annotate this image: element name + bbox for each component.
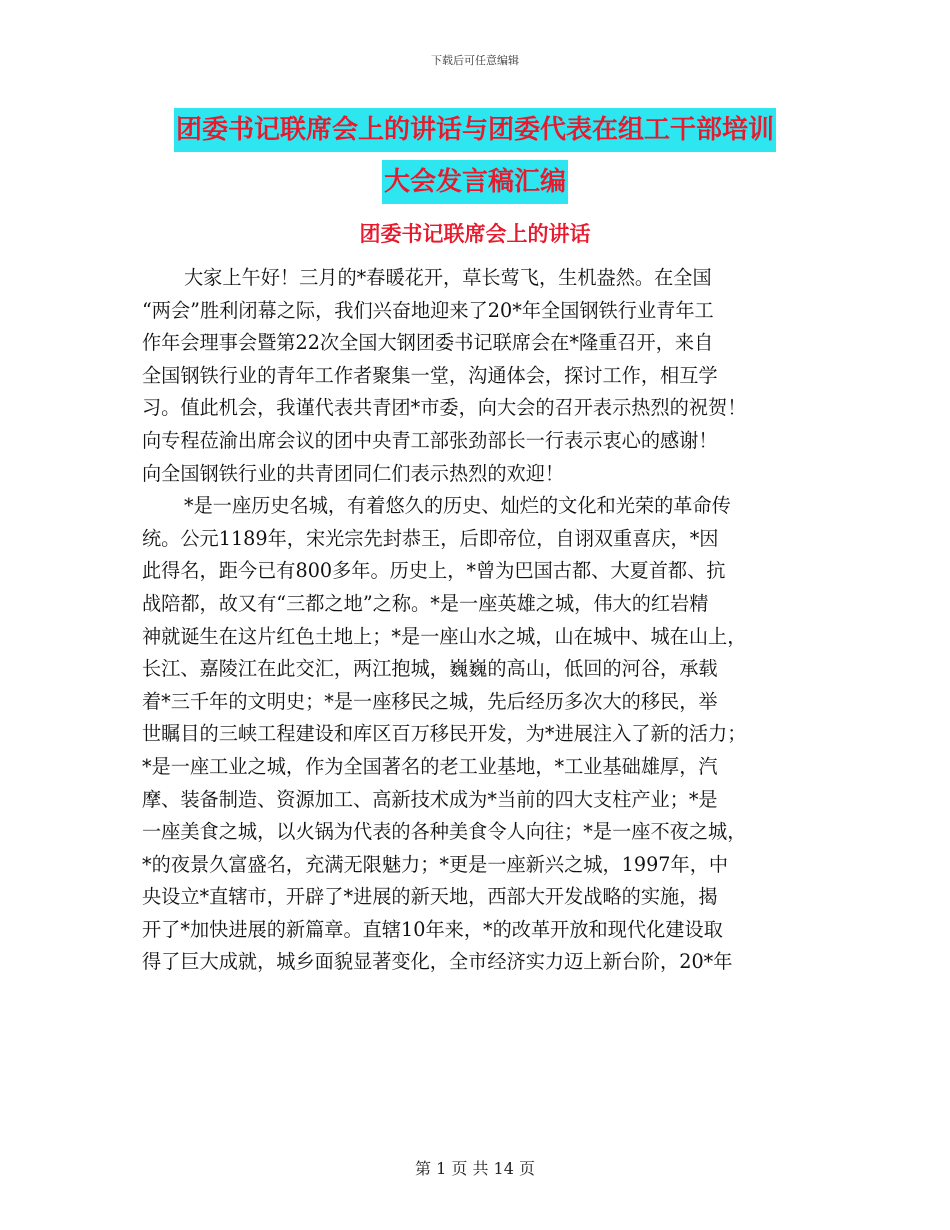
page-header: 下载后可任意编辑	[431, 54, 519, 67]
paragraph-line: 向专程莅渝出席会议的团中央青工部张劲部长一行表示衷心的感谢！	[142, 428, 718, 452]
paragraph-line: 全国钢铁行业的青年工作者聚集一堂，沟通体会，探讨工作，相互学	[142, 363, 718, 387]
paragraph-line: 此得名，距今已有800多年。历史上，*曾为巴国古都、大夏首都、抗	[142, 559, 726, 583]
paragraph-line: 神就诞生在这片红色土地上；*是一座山水之城，山在城中、城在山上，	[142, 624, 747, 648]
document-title-line-1: 团委书记联席会上的讲话与团委代表在组工干部培训	[174, 108, 776, 152]
paragraph-line: 向全国钢铁行业的共青团同仁们表示热烈的欢迎！	[142, 461, 565, 485]
document-title	[100, 108, 850, 212]
paragraph-line: 战陪都，故又有“三都之地”之称。*是一座英雄之城，伟大的红岩精	[142, 591, 709, 615]
document-title-line-2: 大会发言稿汇编	[382, 160, 568, 204]
paragraph-line: 习。值此机会，我谨代表共青团*市委，向大会的召开表示热烈的祝贺！	[142, 396, 747, 420]
paragraph-line: 大家上午好！三月的*春暖花开，草长莺飞，生机盎然。在全国	[184, 266, 712, 289]
paragraph-line: 一座美食之城，以火锅为代表的各种美食令人向往；*是一座不夜之城，	[142, 820, 747, 844]
paragraph-line: 摩、装备制造、资源加工、高新技术成为*当前的四大支柱产业；*是	[142, 787, 718, 811]
paragraph-line: 开了*加快进展的新篇章。直辖10年来，*的改革开放和现代化建设取	[142, 917, 723, 941]
paragraph-line: *的夜景久富盛名，充满无限魅力；*更是一座新兴之城，1997年，中	[142, 852, 729, 876]
paragraph-line: “两会”胜利闭幕之际，我们兴奋地迎来了20*年全国钢铁行业青年工	[142, 298, 714, 322]
paragraph-line: 央设立*直辖市，开辟了*进展的新天地，西部大开发战略的实施，揭	[142, 885, 718, 909]
paragraph-line: *是一座历史名城，有着悠久的历史、灿烂的文化和光荣的革命传	[184, 494, 731, 518]
paragraph-line: 统。公元1189年，宋光宗先封恭王，后即帝位，自诩双重喜庆，*因	[142, 526, 719, 550]
body-text	[142, 262, 812, 979]
paragraph-line: 作年会理事会暨第22次全国大钢团委书记联席会在*隆重召开，来自	[142, 331, 714, 355]
section-title: 团委书记联席会上的讲话	[359, 222, 591, 246]
paragraph-line: 得了巨大成就，城乡面貌显著变化，全市经济实力迈上新台阶，20*年	[142, 950, 733, 974]
paragraph-line: 长江、嘉陵江在此交汇，两江抱城，巍巍的高山，低回的河谷，承载	[142, 657, 718, 681]
page-footer: 第 1 页 共 14 页	[415, 1159, 535, 1178]
paragraph-line: 着*三千年的文明史；*是一座移民之城，先后经历多次大的移民，举	[142, 689, 718, 713]
paragraph-line: 世瞩目的三峡工程建设和库区百万移民开发，为*进展注入了新的活力；	[142, 722, 747, 746]
paragraph-line: *是一座工业之城，作为全国著名的老工业基地，*工业基础雄厚，汽	[142, 754, 718, 778]
